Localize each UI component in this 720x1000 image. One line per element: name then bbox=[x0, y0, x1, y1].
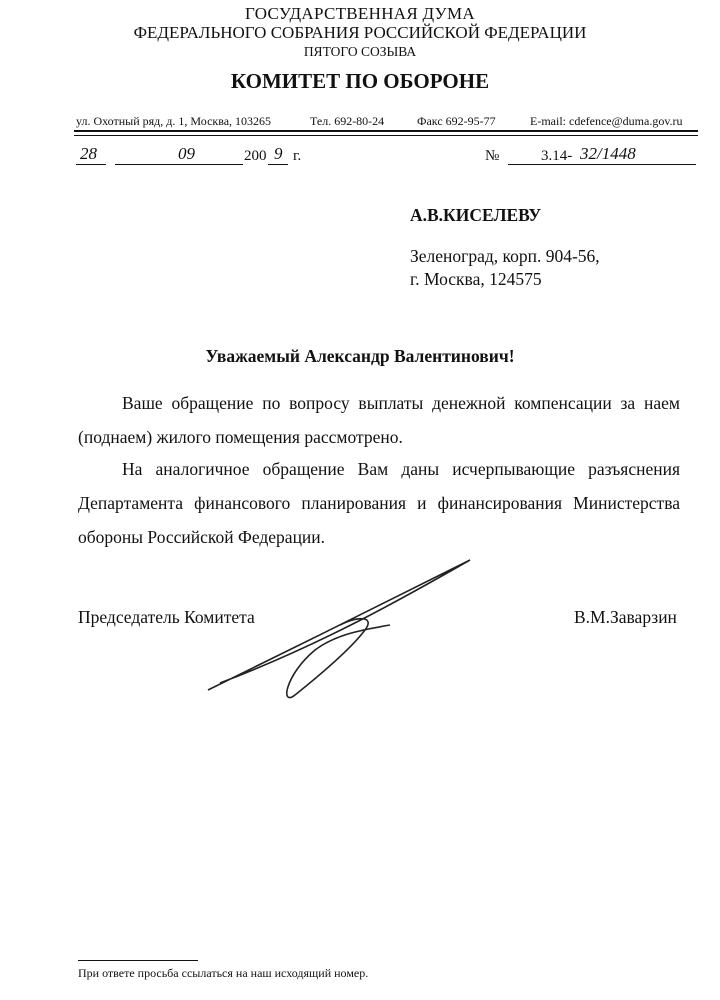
date-year-digit: 9 bbox=[274, 144, 283, 163]
phone: Тел. 692-80-24 bbox=[310, 114, 385, 128]
divider bbox=[74, 135, 698, 136]
paragraph-1: Ваше обращение по вопросу выплаты денежной компенсации за наем (поднаем) жилого помещения рассмотрено. bbox=[78, 393, 680, 447]
date-suffix: г. bbox=[293, 148, 302, 164]
letterhead-line3: ПЯТОГО СОЗЫВА bbox=[303, 44, 417, 59]
date-year-prefix: 200 bbox=[244, 148, 267, 164]
divider bbox=[74, 130, 698, 132]
date-day: 28 bbox=[80, 144, 97, 163]
underline bbox=[508, 164, 696, 165]
fax: Факс 692-95-77 bbox=[417, 114, 496, 128]
salutation: Уважаемый Александр Валентинович! bbox=[205, 346, 515, 366]
letterhead-line1: ГОСУДАРСТВЕННАЯ ДУМА bbox=[245, 4, 475, 23]
email: E-mail: cdefence@duma.gov.ru bbox=[530, 114, 683, 128]
handwritten-signature bbox=[200, 555, 490, 715]
underline bbox=[115, 164, 243, 165]
signatory-title: Председатель Комитета bbox=[78, 607, 255, 627]
paragraph-2: На аналогичное обращение Вам даны исчерпывающие разъяснения Департамента финансового планирования и финансирования Министерства обороны Российской Федерации. bbox=[78, 459, 680, 547]
signatory-name: В.М.Заварзин bbox=[574, 607, 677, 627]
recipient-address1: Зеленоград, корп. 904-56, bbox=[410, 246, 600, 266]
footnote: При ответе просьба ссылаться на наш исходящий номер. bbox=[78, 966, 369, 980]
ref-prefix: 3.14- bbox=[541, 148, 573, 164]
footnote-rule bbox=[78, 960, 198, 961]
ref-label: № bbox=[485, 148, 500, 164]
recipient-name: А.В.КИСЕЛЕВУ bbox=[410, 205, 542, 225]
letterhead-line2: ФЕДЕРАЛЬНОГО СОБРАНИЯ РОССИЙСКОЙ ФЕДЕРАЦИИ bbox=[133, 23, 587, 42]
date-month: 09 bbox=[178, 144, 195, 163]
recipient-address2: г. Москва, 124575 bbox=[410, 269, 542, 289]
ref-number: 32/1448 bbox=[580, 144, 636, 163]
underline bbox=[268, 164, 288, 165]
underline bbox=[76, 164, 106, 165]
address: ул. Охотный ряд, д. 1, Москва, 103265 bbox=[76, 114, 272, 128]
committee-name: КОМИТЕТ ПО ОБОРОНЕ bbox=[230, 69, 490, 93]
